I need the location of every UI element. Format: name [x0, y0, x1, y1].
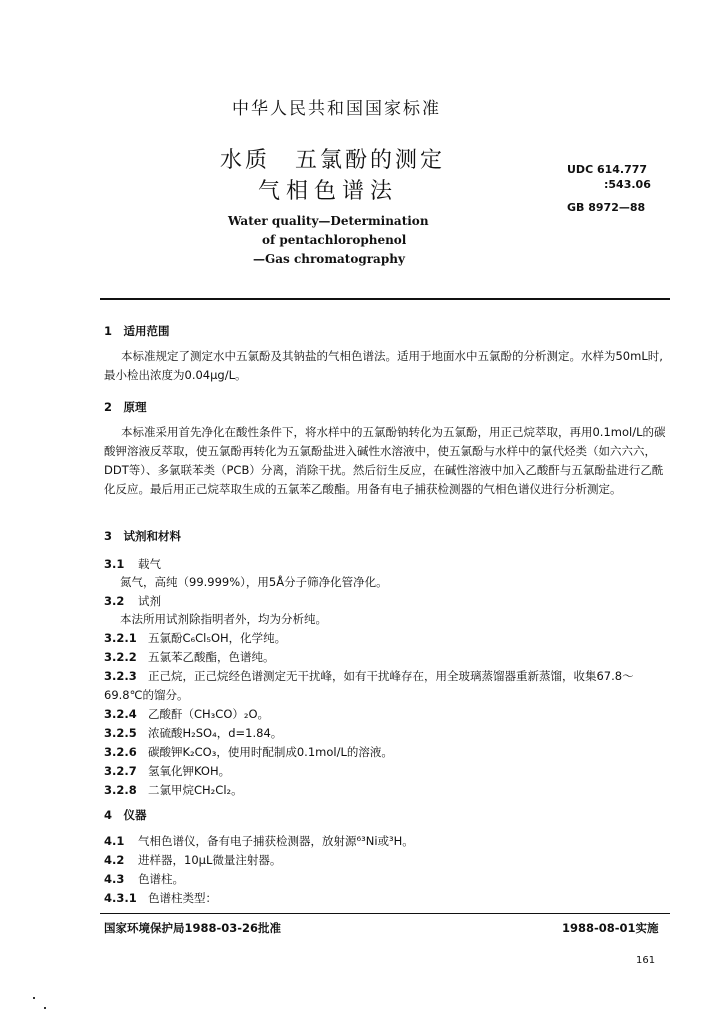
item-3-2-4-text: 乙酸酐（CH₃CO）₂O。	[148, 707, 270, 721]
english-title-line1: Water quality—Determination	[228, 214, 429, 228]
item-3-2-3-text: 正己烷，正己烷经色谱测定无干扰峰，如有干扰峰存在，用全玻璃蒸馏器重新蒸馏，收集67.8～	[148, 669, 634, 683]
item-3-1-number: 3.1	[104, 557, 125, 571]
item-3-2-title: 试剂	[138, 594, 161, 608]
item-3-1-text: 氮气，高纯（99.999%），用5Å分子筛净化管净化。	[120, 575, 388, 589]
chinese-title-line2: 气相色谱法	[258, 179, 399, 204]
item-4-1-text: 气相色谱仪，备有电子捕获检测器，放射源⁶³Ni或³H。	[138, 834, 414, 848]
item-3-2-7-number: 3.2.7	[104, 764, 137, 778]
item-3-2-2-text: 五氯苯乙酸酯，色谱纯。	[148, 650, 275, 664]
national-standard-label: 中华人民共和国国家标准	[232, 99, 441, 119]
item-4-3-1-number: 4.3.1	[104, 891, 137, 905]
scan-speck	[33, 997, 35, 999]
item-3-2-6-number: 3.2.6	[104, 745, 137, 759]
section-1-heading: 1 适用范围	[104, 324, 170, 338]
chinese-title-line1: 水质 五氯酚的测定	[220, 148, 446, 173]
english-title-line3: —Gas chromatography	[253, 252, 405, 266]
item-3-2-8-text: 二氯甲烷CH₂Cl₂。	[148, 783, 243, 797]
header-divider	[100, 298, 670, 300]
english-title-line2: of pentachlorophenol	[262, 233, 407, 247]
footer-divider	[100, 913, 670, 914]
scan-speck	[44, 1007, 46, 1009]
item-3-2-6-text: 碳酸钾K₂CO₃，使用时配制成0.1mol/L的溶液。	[148, 745, 393, 759]
approval-line: 国家环境保护局1988-03-26批准	[104, 921, 282, 935]
item-4-3-number: 4.3	[104, 872, 125, 886]
item-4-3-1-text: 色谱柱类型：	[148, 891, 217, 905]
item-3-2-8-number: 3.2.8	[104, 783, 137, 797]
section-2-heading: 2 原理	[104, 400, 147, 414]
item-3-2-2-number: 3.2.2	[104, 650, 137, 664]
item-3-1-title: 载气	[138, 557, 161, 571]
item-3-2-text: 本法所用试剂除指明者外，均为分析纯。	[120, 612, 327, 626]
effective-date-line: 1988-08-01实施	[562, 921, 659, 935]
item-4-3-text: 色谱柱。	[138, 872, 184, 886]
item-3-2-1-number: 3.2.1	[104, 631, 137, 645]
item-4-2-number: 4.2	[104, 853, 125, 867]
item-4-2-text: 进样器，10μL微量注射器。	[138, 853, 282, 867]
udc-code-line1: UDC 614.777	[567, 163, 648, 176]
item-3-2-number: 3.2	[104, 594, 125, 608]
item-3-2-3-continuation: 69.8℃的馏分。	[104, 688, 189, 702]
item-3-2-5-text: 浓硫酸H₂SO₄，d=1.84。	[148, 726, 283, 740]
section-1-paragraph: 本标准规定了测定水中五氯酚及其钠盐的气相色谱法。适用于地面水中五氯酚的分析测定。水样为50mL时,最小检出浓度为0.04μg/L。	[104, 349, 663, 382]
section-3-heading: 3 试剂和材料	[104, 529, 182, 543]
item-3-2-1-text: 五氯酚C₆Cl₅OH，化学纯。	[148, 631, 287, 645]
item-4-1-number: 4.1	[104, 834, 125, 848]
udc-code-line2: :543.06	[604, 178, 651, 191]
section-2-paragraph: 本标准采用首先净化在酸性条件下，将水样中的五氯酚钠转化为五氯酚，用正己烷萃取，再用0.1mol/L的碳酸钾溶液反萃取，使五氯酚再转化为五氯酚盐进入碱性水溶液中，使五氯酚与水样中的氯代烃类（如六六六，DDT等）、多氯联苯类（PCB）分离，消除干扰。然后衍生反应，在碱性溶液中加入乙酸酐与五氯酚盐进行乙酰化反应。最后用正己烷萃取生成的五氯苯乙酸酯。用备有电子捕获检测器的气相色谱仪进行分析测定。	[104, 425, 666, 496]
page-number: 161	[636, 955, 656, 966]
item-3-2-4-number: 3.2.4	[104, 707, 137, 721]
gb-standard-number: GB 8972—88	[567, 201, 646, 214]
item-3-2-5-number: 3.2.5	[104, 726, 137, 740]
item-3-2-3-number: 3.2.3	[104, 669, 137, 683]
section-4-heading: 4 仪器	[104, 808, 147, 822]
item-3-2-7-text: 氢氧化钾KOH。	[148, 764, 231, 778]
